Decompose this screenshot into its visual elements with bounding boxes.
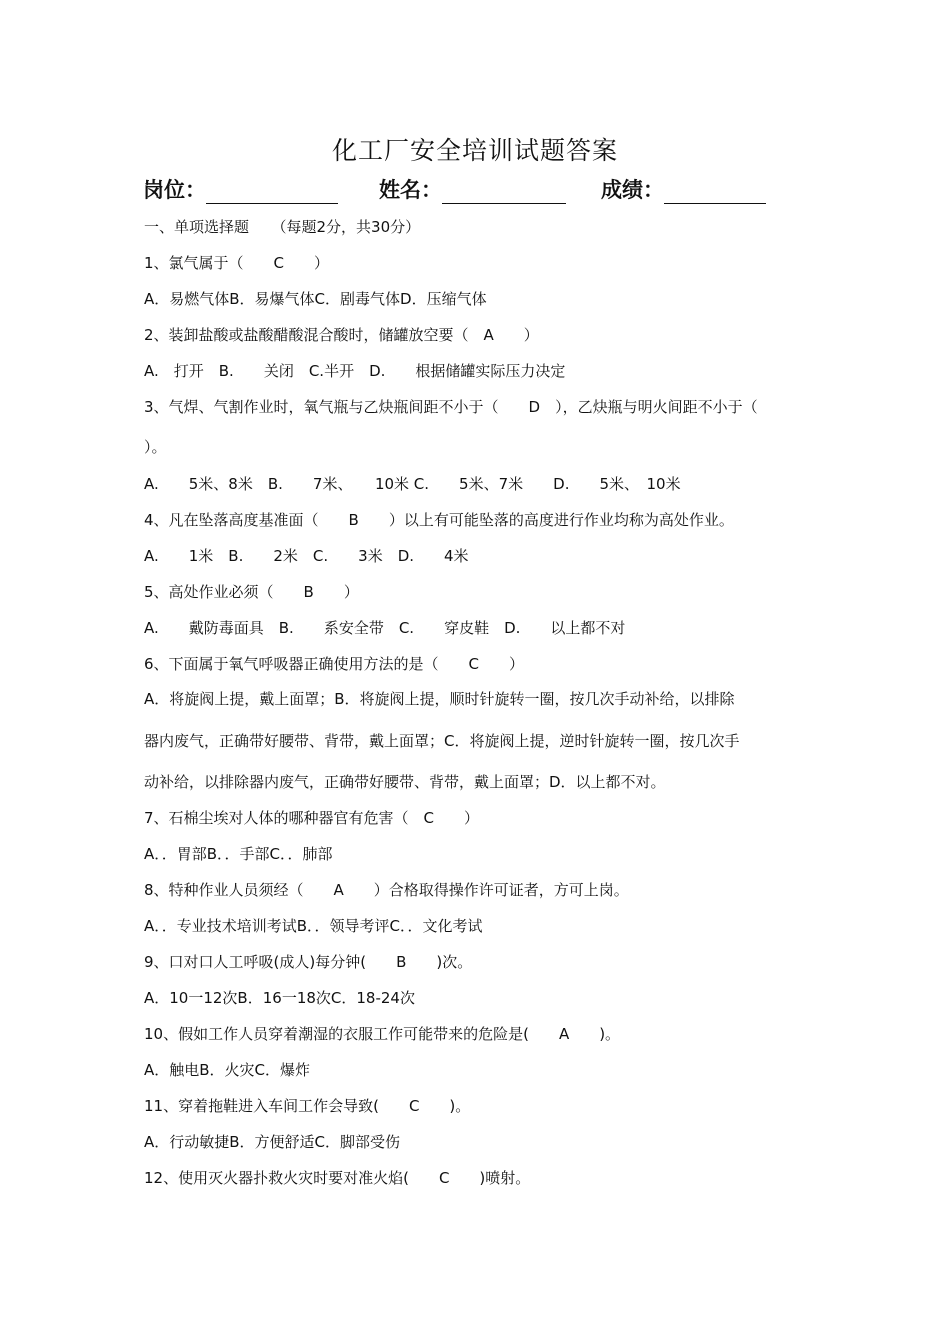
text-line: 5、高处作业必须（ B ） [144, 583, 359, 601]
post-label: 岗位： [143, 178, 206, 202]
text-line: 12、使用灭火器扑救火灾时要对准火焰( C )喷射。 [144, 1169, 531, 1187]
document-title: 化工厂安全培训试题答案 [331, 136, 618, 165]
score-label: 成绩： [601, 178, 664, 202]
score-field [601, 174, 766, 204]
text-line: A. 1米 B. 2米 C. 3米 D. 4米 [144, 547, 469, 565]
text-line: 3、气焊、气割作业时，氧气瓶与乙炔瓶间距不小于（ D ），乙炔瓶与明火间距不小于（ [144, 398, 758, 416]
text-line: 1、氯气属于（ C ） [144, 254, 330, 272]
text-line: 9、口对口人工呼吸(成人)每分钟( B )次。 [144, 953, 473, 971]
text-line: A．行动敏捷B．方便舒适C．脚部受伤 [144, 1133, 401, 1151]
text-line: 11、穿着拖鞋进入车间工作会导致( C )。 [144, 1097, 471, 1115]
text-line: A．易燃气体B．易爆气体C．剧毒气体D．压缩气体 [144, 290, 487, 308]
text-line: 4、凡在坠落高度基准面（ B ）以上有可能坠落的高度进行作业均称为高处作业。 [144, 511, 734, 529]
header-fields [143, 174, 823, 204]
text-line: 7、石棉尘埃对人体的哪种器官有危害（ C ） [144, 809, 480, 827]
post-field [143, 174, 338, 204]
name-blank[interactable] [442, 179, 566, 204]
text-line: A．．胃部B．．手部C．．肺部 [144, 845, 333, 863]
text-line: 8、特种作业人员须经（ A ）合格取得操作许可证者，方可上岗。 [144, 881, 629, 899]
text-line: A．将旋阀上提，戴上面罩；B．将旋阀上提，顺时针旋转一圈，按几次手动补给，以排除 [144, 690, 735, 708]
name-label: 姓名： [379, 178, 442, 202]
score-blank[interactable] [664, 179, 766, 204]
text-line: 10、假如工作人员穿着潮湿的衣服工作可能带来的危险是( A )。 [144, 1025, 621, 1043]
text-line: 2、装卸盐酸或盐酸醋酸混合酸时，储罐放空要（ A ） [144, 326, 539, 344]
text-line: A. 打开 B. 关闭 C.半开 D. 根据储罐实际压力决定 [144, 362, 566, 380]
text-line: 6、下面属于氧气呼吸器正确使用方法的是（ C ） [144, 655, 525, 673]
text-line: 器内废气，正确带好腰带、背带，戴上面罩；C．将旋阀上提，逆时针旋转一圈，按几次手 [144, 732, 740, 750]
section-heading: 一、单项选择题 （每题2分，共30分） [144, 218, 421, 236]
name-field [379, 174, 566, 204]
text-line: A．10一12次B．16一18次C．18-24次 [144, 989, 415, 1007]
text-line: ）。 [144, 438, 167, 456]
text-line: A. 5米、8米 B. 7米、 10米 C. 5米、7米 D. 5米、 10米 [144, 475, 681, 493]
text-line: A．．专业技术培训考试B．．领导考评C．．文化考试 [144, 917, 483, 935]
text-line: A. 戴防毒面具 B. 系安全带 C. 穿皮鞋 D. 以上都不对 [144, 619, 626, 637]
text-line: 动补给，以排除器内废气，正确带好腰带、背带，戴上面罩；D．以上都不对。 [144, 773, 666, 791]
text-line: A．触电B．火灾C．爆炸 [144, 1061, 311, 1079]
post-blank[interactable] [206, 179, 338, 204]
